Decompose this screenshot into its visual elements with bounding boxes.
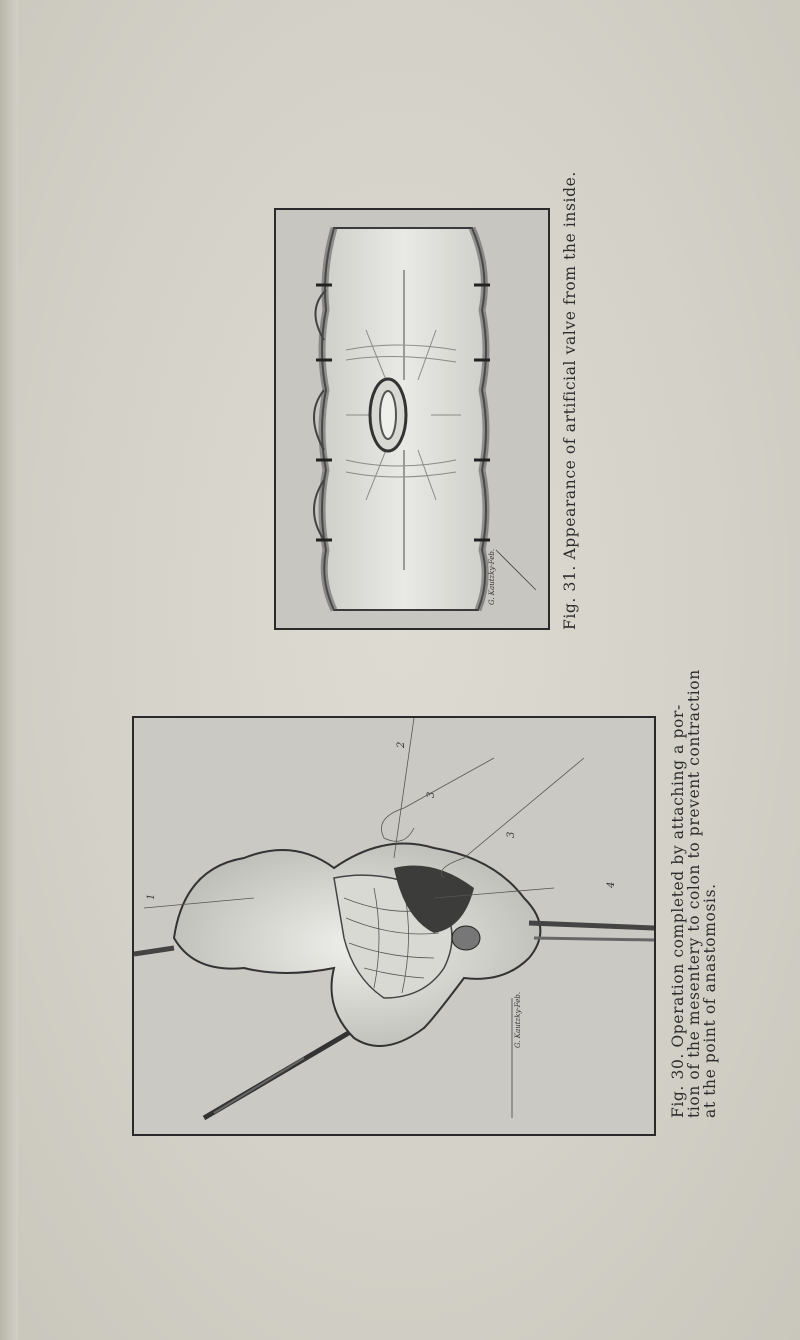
figure-30-caption-line-1: Fig. 30. Operation completed by attaching a por- — [669, 704, 687, 1118]
callout-3a: 3 — [426, 791, 437, 798]
callout-4: 4 — [606, 881, 617, 888]
figure-31-artist-signature: G. Kautzky-Feb. — [488, 548, 496, 605]
figure-31-illustration — [274, 208, 550, 630]
figure-30-illustration — [132, 716, 656, 1136]
figure-30-caption-line-3: at the point of anastomosis. — [701, 883, 719, 1118]
book-spine-shadow — [0, 0, 18, 1340]
callout-3b: 3 — [506, 831, 517, 838]
figure-30-artist-signature: G. Kautzky-Feb. — [514, 991, 522, 1048]
callout-1: 1 — [146, 893, 157, 900]
figure-30-caption — [669, 669, 719, 1118]
callout-2: 2 — [396, 741, 407, 748]
figure-30-caption-line-2: tion of the mesentery to colon to prevent contraction — [685, 669, 703, 1118]
figure-31-caption: Fig. 31. Appearance of artificial valve from the inside. — [561, 171, 579, 630]
